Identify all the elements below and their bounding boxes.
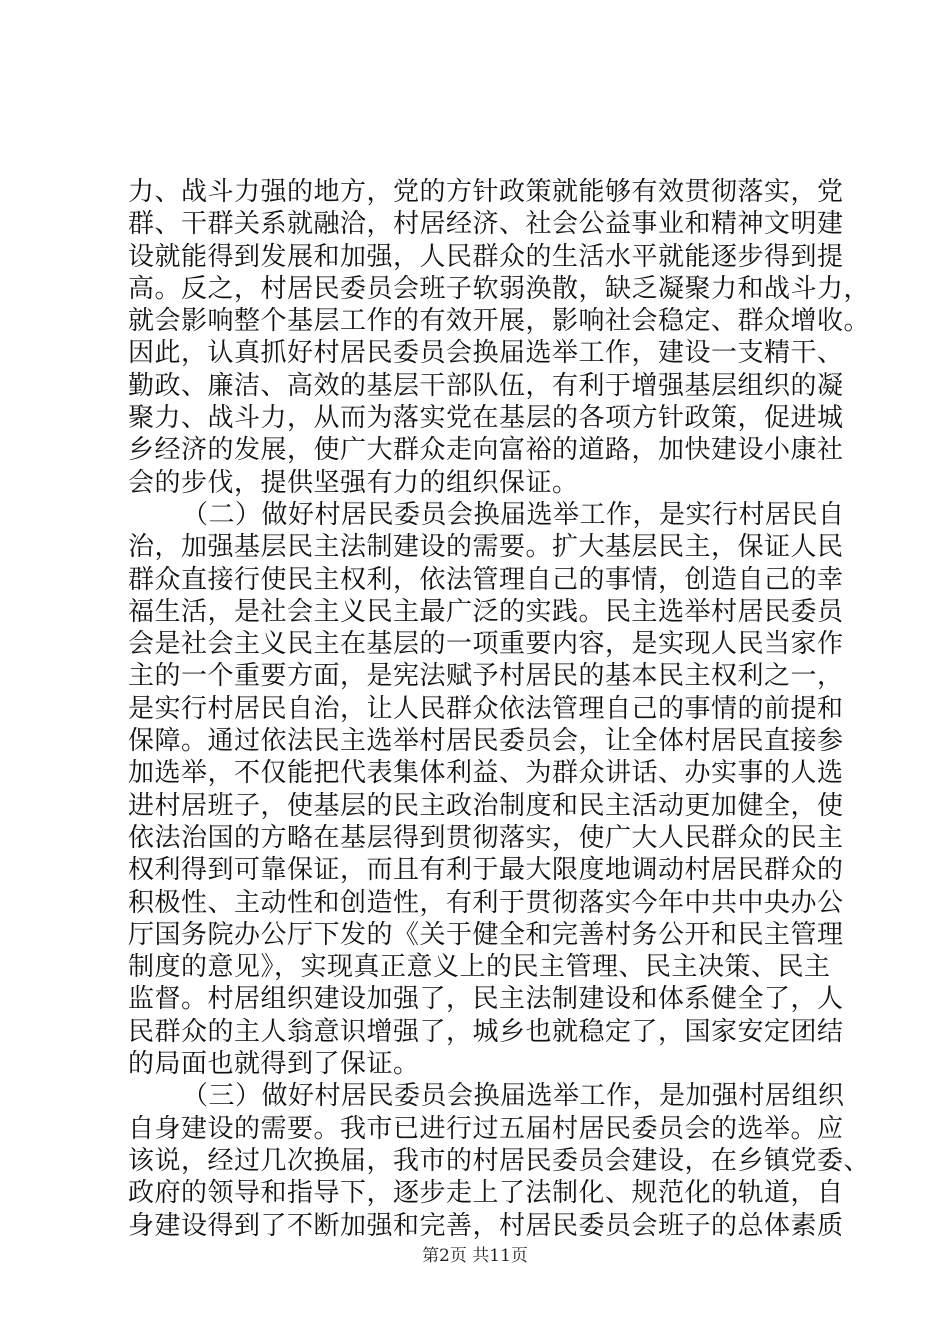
text-line: 力、战斗力强的地方，党的方针政策就能够有效贯彻落实，党 [128, 177, 844, 207]
page-number-footer: 第2页 共11页 [422, 1246, 528, 1266]
text-line: 是实行村居民自治，让人民群众依法管理自己的事情的前提和 [128, 693, 844, 724]
text-line: 自身建设的需要。我市已进行过五届村居民委员会的选举。应 [128, 1113, 844, 1144]
text-line: 的局面也就得到了保证。 [128, 1049, 420, 1080]
text-line: 保障。通过依法民主选举村居民委员会，让全体村居民直接参 [128, 726, 844, 757]
text-line: 厅国务院办公厅下发的《关于健全和完善村务公开和民主管理 [128, 919, 844, 950]
text-line: 制度的意见》，实现真正意义上的民主管理、民主决策、民主 [128, 952, 831, 983]
paragraph-start-line: （二）做好村居民委员会换届选举工作，是实行村居民自 [182, 499, 845, 530]
text-line: 高。反之，村居民委员会班子软弱涣散，缺乏凝聚力和战斗力， [128, 273, 871, 304]
text-line: 积极性、主动性和创造性，有利于贯彻落实今年中共中央办公 [128, 887, 844, 918]
document-body [128, 176, 871, 1242]
text-line: 加选举，不仅能把代表集体利益、为群众讲话、办实事的人选 [128, 758, 844, 789]
text-line: 乡经济的发展，使广大群众走向富裕的道路，加快建设小康社 [128, 435, 844, 466]
text-line: 群众直接行使民主权利，依法管理自己的事情，创造自己的幸 [128, 564, 844, 595]
text-line: 会是社会主义民主在基层的一项重要内容，是实现人民当家作 [128, 629, 844, 660]
text-line: 设就能得到发展和加强，人民群众的生活水平就能逐步得到提 [128, 241, 844, 272]
text-line: 治，加强基层民主法制建设的需要。扩大基层民主，保证人民 [128, 532, 844, 563]
text-line: 福生活，是社会主义民主最广泛的实践。民主选举村居民委员 [128, 596, 844, 627]
text-line: 民群众的主人翁意识增强了，城乡也就稳定了，国家安定团结 [128, 1016, 844, 1047]
text-line: 身建设得到了不断加强和完善，村居民委员会班子的总体素质 [128, 1210, 844, 1241]
text-line: 群、干群关系就融洽，村居经济、社会公益事业和精神文明建 [128, 209, 844, 240]
text-line: 权利得到可靠保证，而且有利于最大限度地调动村居民群众的 [128, 855, 844, 886]
text-line: 监督。村居组织建设加强了，民主法制建设和体系健全了，人 [128, 984, 844, 1015]
text-line: 就会影响整个基层工作的有效开展，影响社会稳定、群众增收。 [128, 306, 871, 337]
text-line: 会的步伐，提供坚强有力的组织保证。 [128, 467, 579, 498]
paragraph-start-line: （三）做好村居民委员会换届选举工作，是加强村居组织 [182, 1081, 845, 1112]
text-line: 主的一个重要方面，是宪法赋予村居民的基本民主权利之一， [128, 661, 844, 692]
text-line: 聚力、战斗力，从而为落实党在基层的各项方针政策，促进城 [128, 403, 844, 434]
text-line: 该说，经过几次换届，我市的村居民委员会建设，在乡镇党委、 [128, 1145, 871, 1176]
text-line: 政府的领导和指导下，逐步走上了法制化、规范化的轨道，自 [128, 1178, 844, 1209]
text-line: 依法治国的方略在基层得到贯彻落实，使广大人民群众的民主 [128, 822, 844, 853]
text-line: 勤政、廉洁、高效的基层干部队伍，有利于增强基层组织的凝 [128, 370, 844, 401]
text-line: 进村居班子，使基层的民主政治制度和民主活动更加健全，使 [128, 790, 844, 821]
text-line: 因此，认真抓好村居民委员会换届选举工作，建设一支精干、 [128, 338, 844, 369]
